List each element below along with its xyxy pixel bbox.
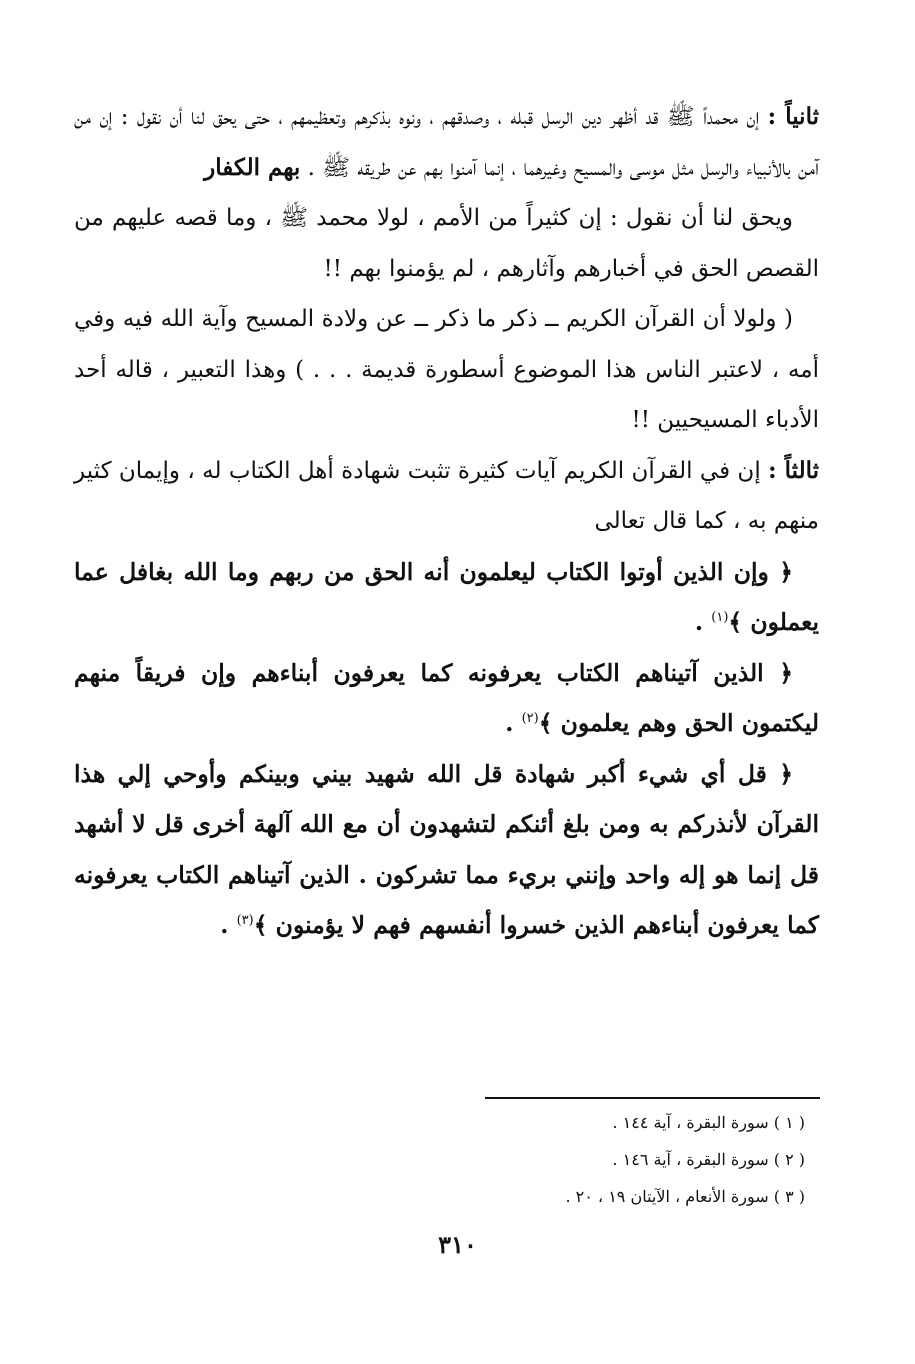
quran-verse-2 [74, 648, 819, 749]
footnote-3: ( ٣ ) سورة الأنعام ، الآيتان ١٩ ، ٢٠ . [565, 1187, 805, 1206]
quran-verse-3 [74, 749, 819, 951]
second-point-tail: بهم الكفار [204, 153, 301, 181]
third-point-text: إن في القرآن الكريم آيات كثيرة تثبت شهادة أهل الكتاب له ، وإيمان كثير منهم به ، كما قال تعالى [74, 457, 819, 534]
verse-3-text: ﴿ قل أي شيء أكبر شهادة قل الله شهيد بيني وبينكم وأوحي إلي هذا القرآن لأنذركم به ومن بلغ أئنكم لتشهدون أن مع الله آلهة أخرى قل لا أشهد قل إنما هو إله واحد وإنني بريء مما تشركون . الذين آتيناهم الكتاب يعرفونه كما يعرفون أبناءهم الذين خسروا أنفسهم فهم لا يؤمنون ﴾ [74, 759, 819, 939]
paragraph-second-point [74, 92, 819, 193]
paragraph-quote [74, 294, 819, 446]
second-point-text: إن محمداً ﷺ قد أظهر دين الرسل قبله ، وصدقهم ، ونوه بذكرهم وتعظيمهم ، حتى يحق لنا أن نقول : إن من آمن بالأنبياء والرسل مثل موسى والمسيح وغيرهما ، إنما آمنوا بهم عن طريقه ﷺ . [74, 104, 819, 181]
footnotes [475, 1104, 805, 1215]
third-point-label: ثالثاً : [768, 456, 820, 484]
verse-2-period: . [505, 709, 514, 737]
verse-1-text: ﴿ وإن الذين أوتوا الكتاب ليعلمون أنه الحق من ربهم وما الله بغافل عما يعملون ﴾ [74, 557, 819, 636]
footnote-2: ( ٢ ) سورة البقرة ، آية ١٤٦ . [612, 1150, 805, 1169]
quran-verse-1 [74, 547, 819, 648]
main-text [74, 92, 819, 951]
verse-1-period: . [694, 608, 704, 636]
verse-2-text: ﴿ الذين آتيناهم الكتاب يعرفونه كما يعرفون أبناءهم وإن فريقاً منهم ليكتمون الحق وهم يعلمون ﴾ [74, 658, 819, 737]
footnote-1: ( ١ ) سورة البقرة ، آية ١٤٤ . [612, 1113, 805, 1132]
paragraph-nations [74, 193, 819, 294]
verse-3-period: . [220, 911, 229, 939]
footnote-ref-3: (٣) [236, 913, 254, 929]
quote-text: ( ولولا أن القرآن الكريم ــ ذكر ما ذكر ــ عن ولادة المسيح وآية الله فيه وفي أمه ، لاعتبر الناس هذا الموضوع أسطورة قديمة . . . ) وهذا التعبير ، قاله أحد الأدباء المسيحيين !! [74, 306, 819, 433]
second-point-label: ثانياً : [767, 103, 819, 130]
paragraph-third-point [74, 446, 819, 547]
footnote-ref-2: (٢) [521, 711, 539, 727]
footnote-ref-1: (١) [711, 610, 729, 626]
nations-text: ويحق لنا أن نقول : إن كثيراً من الأمم ، لولا محمد ﷺ ، وما قصه عليهم من القصص الحق في أخبارهم وآثارهم ، لم يؤمنوا بهم !! [74, 205, 819, 282]
page-number: ٣١٠ [438, 1230, 477, 1259]
footnote-divider [485, 1097, 820, 1099]
